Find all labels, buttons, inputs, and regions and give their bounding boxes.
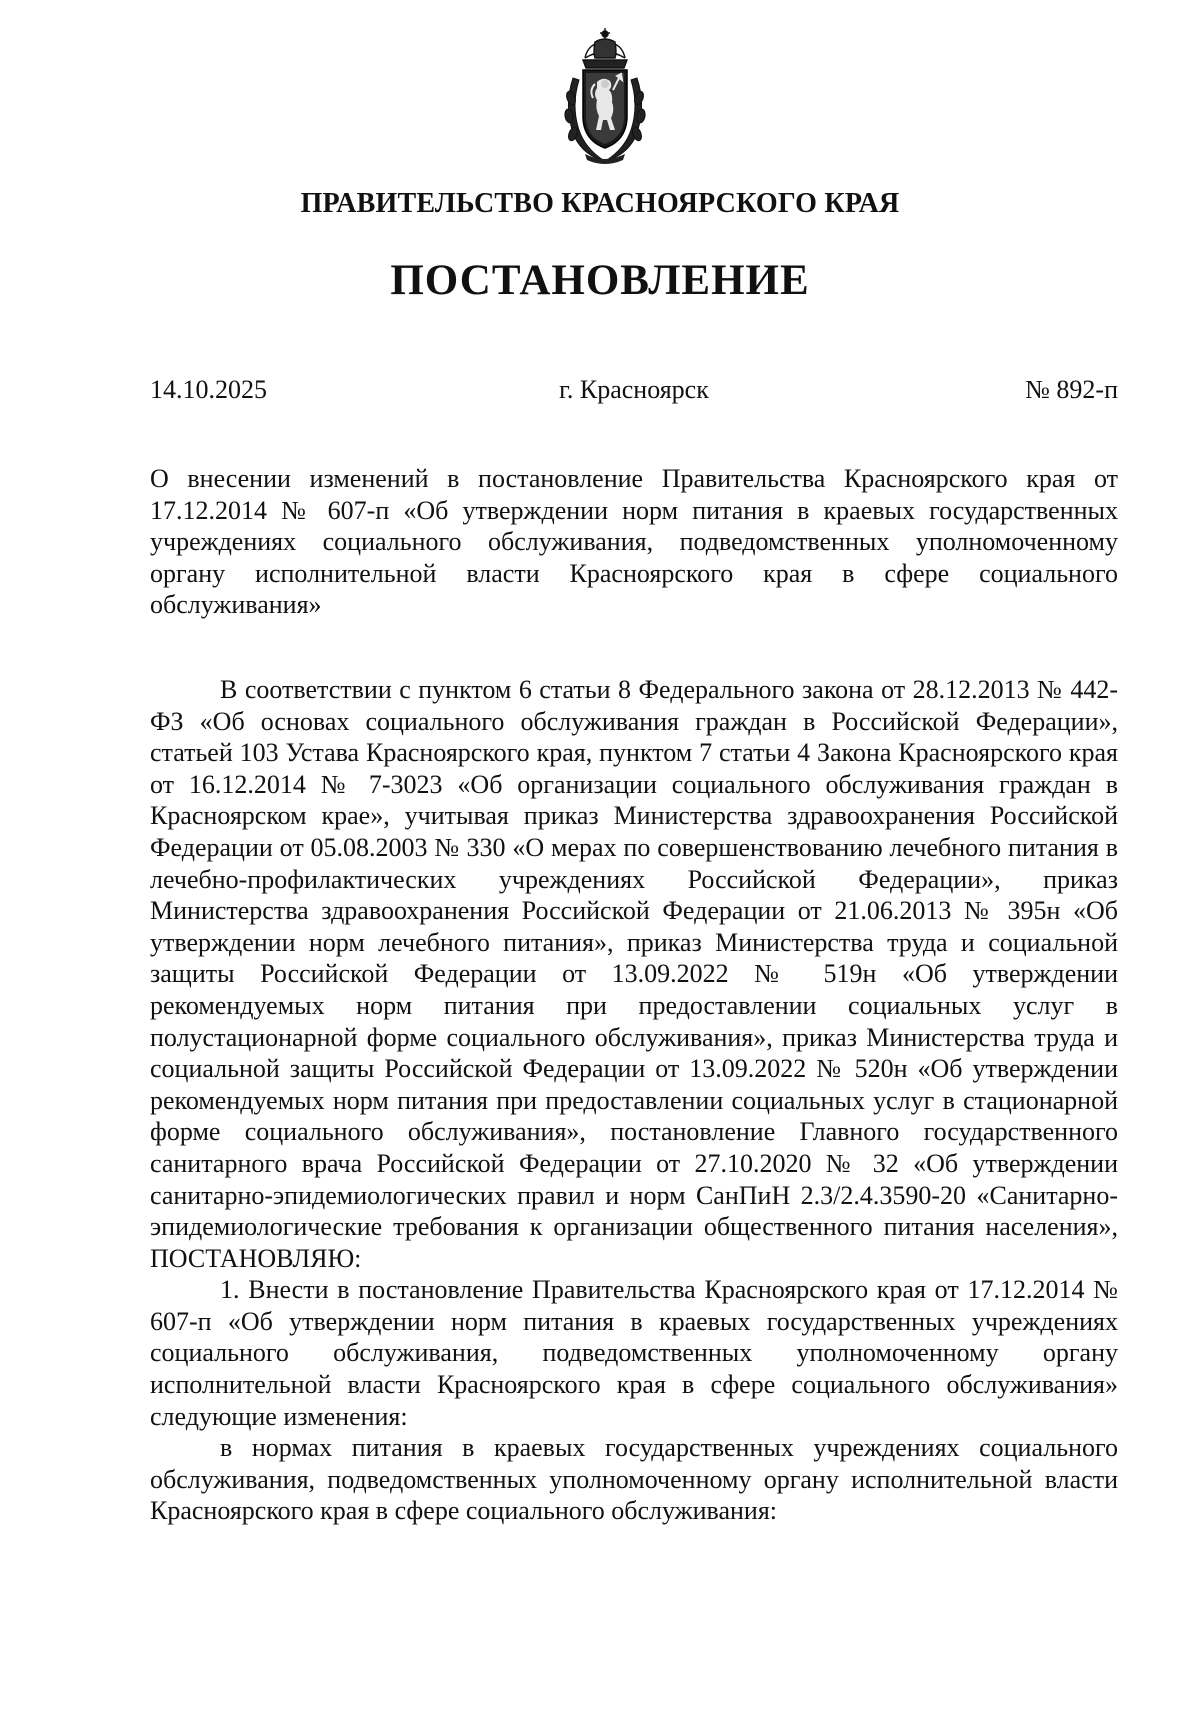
document-number: № 892-п <box>1025 375 1118 404</box>
document-date: 14.10.2025 <box>150 375 267 404</box>
document-subject: О внесении изменений в постановление Правительства Красноярского края от 17.12.2014 № 607-п «Об утверждении норм питания в краевых государственных учреждениях социального обслуживания, подведомственных уполномоченному органу исполнительной власти Красноярского края в сфере социального обслуживания» <box>150 464 1118 620</box>
document-body <box>150 674 1118 1527</box>
document-meta-line <box>150 375 1118 407</box>
preamble-paragraph: В соответствии с пунктом 6 статьи 8 Федерального закона от 28.12.2013 № 442-ФЗ «Об основах социального обслуживания граждан в Российской Федерации», статьей 103 Устава Красноярского края, пунктом 7 статьи 4 Закона Красноярского края от 16.12.2014 № 7-3023 «Об организации социального обслуживания граждан в Красноярском крае», учитывая приказ Министерства здравоохранения Российской Федерации от 05.08.2003 № 330 «О мерах по совершенствованию лечебного питания в лечебно-профилактических учреждениях Российской Федерации», приказ Министерства здравоохранения Российской Федерации от 21.06.2013 № 395н «Об утверждении норм лечебного питания», приказ Министерства труда и социальной защиты Российской Федерации от 13.09.2022 № 519н «Об утверждении рекомендуемых норм питания при предоставлении социальных услуг в полустационарной форме социального обслуживания», приказ Министерства труда и социальной защиты Российской Федерации от 13.09.2022 № 520н «Об утверждении рекомендуемых норм питания при предоставлении социальных услуг в стационарной форме социального обслуживания», постановление Главного государственного санитарного врача Российской Федерации от 27.10.2020 № 32 «Об утверждении санитарно-эпидемиологических правил и норм СанПиН 2.3/2.4.3590-20 «Санитарно-эпидемиологические требования к организации общественного питания населения», ПОСТАНОВЛЯЮ: <box>150 675 1118 1273</box>
item-1-sub-paragraph: в нормах питания в краевых государственных учреждениях социального обслуживания, подведомственных уполномоченному органу исполнительной власти Красноярского края в сфере социального обслуживания: <box>150 1433 1118 1526</box>
item-1-paragraph: 1. Внести в постановление Правительства Красноярского края от 17.12.2014 № 607-п «Об утверждении норм питания в краевых государственных учреждениях социального обслуживания, подведомственных уполномоченному органу исполнительной власти Красноярского края в сфере социального обслуживания» следующие изменения: <box>150 1275 1118 1431</box>
government-heading: ПРАВИТЕЛЬСТВО КРАСНОЯРСКОГО КРАЯ <box>300 188 900 219</box>
document-city: г. Красноярск <box>559 375 709 404</box>
document-type-title: ПОСТАНОВЛЕНИЕ <box>390 257 810 304</box>
coat-of-arms-icon <box>555 18 655 168</box>
